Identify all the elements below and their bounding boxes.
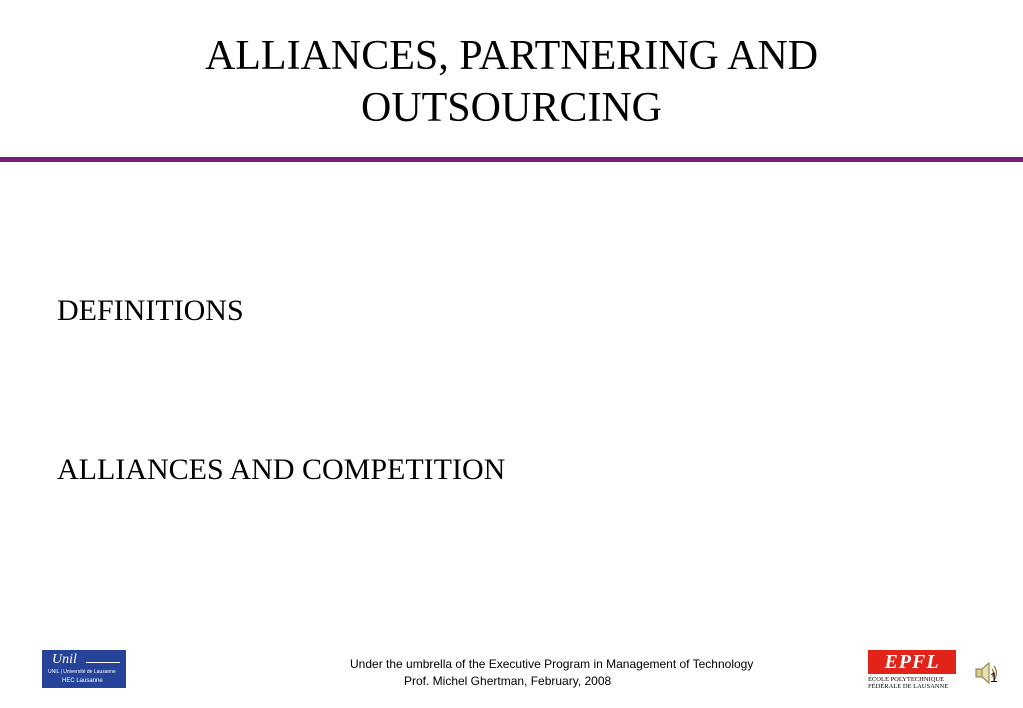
slide-title	[0, 30, 1023, 134]
title-line-2: OUTSOURCING	[360, 85, 662, 131]
footer-program-line: Under the umbrella of the Executive Program in Management of Technology	[350, 657, 754, 671]
unil-logo-hec: HEC Lausanne	[62, 678, 103, 684]
bullet-definitions: DEFINITIONS	[57, 294, 244, 327]
unil-logo-swash	[86, 662, 120, 663]
page-number: 1	[990, 669, 998, 685]
title-line-1: ALLIANCES, PARTNERING AND	[204, 33, 819, 79]
epfl-logo	[868, 650, 958, 690]
bullet-alliances-and-competition: ALLIANCES AND COMPETITION	[57, 453, 506, 486]
unil-logo-university: UNIL | Université de Lausanne	[48, 669, 116, 675]
unil-hec-logo	[42, 650, 126, 688]
title-divider	[0, 157, 1023, 162]
unil-logo-script: Unil	[52, 652, 77, 667]
epfl-logo-line1: ÉCOLE POLYTECHNIQUE	[868, 676, 945, 683]
epfl-logo-mark: EPFL	[868, 650, 956, 674]
epfl-logo-line2: FÉDÉRALE DE LAUSANNE	[868, 683, 949, 690]
footer-author-line: Prof. Michel Ghertman, February, 2008	[404, 674, 612, 688]
